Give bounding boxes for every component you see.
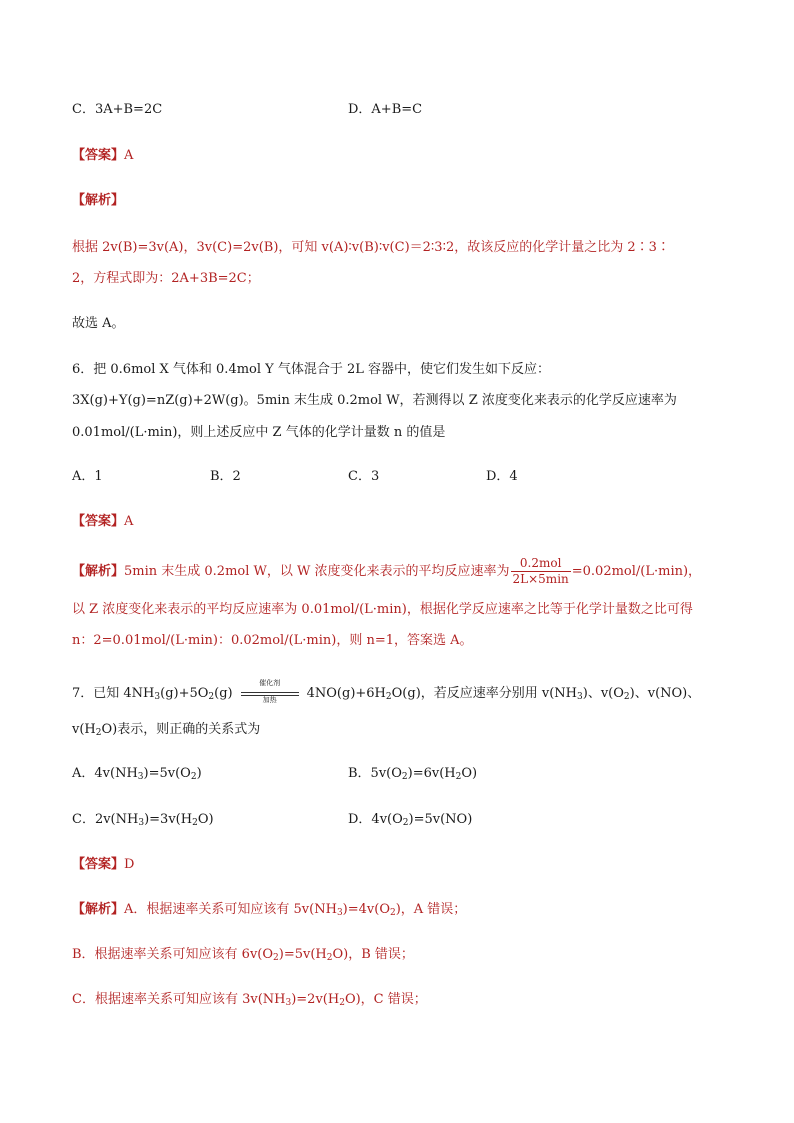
q6-option-c: C．3 [348, 469, 380, 484]
q5-analysis-line-1: 根据 2v(B)=3v(A)，3v(C)=2v(B)，可知 v(A)∶v(B)∶v(C)＝2∶3∶2，故该反应的化学计量之比为 2∶3∶ [72, 240, 670, 255]
q7-option-c: C．$2v(NH_3)=3v(H_2O)$ [72, 812, 214, 828]
q7-analysis-c: C．根据速率关系可知应该有 $3v(NH_3)=2v(H_2O)$，C 错误； [72, 992, 427, 1008]
answer-value: A [124, 514, 134, 529]
q5-option-d: D．A+B=C [348, 102, 423, 117]
q7-stem-line-2: $v(H_2O)$表示，则正确的关系式为 [72, 722, 261, 738]
q7-option-b: B．$5v(O_2)=6v(H_2O)$ [348, 766, 478, 782]
q7-stem-line-1: 7．已知 $4NH_3(g)+5O_2(g)$ 催化剂 加热 $4NO(g)+6H_2O(g)$，若反应速率分别用 $v(NH_3)$、$v(O_2)$、v(NO)、 [72, 678, 701, 704]
q5-conclusion: 故选 A。 [72, 316, 125, 331]
q6-analysis-line-1: 【解析】5min 末生成 0.2mol W，以 W 浓度变化来表示的平均反应速率为 $\frac{\text{0.2mol}}{2L\times 5\min}$ =0.02mol/(L·min)， [72, 556, 702, 586]
answer-value: D [124, 857, 135, 872]
answer-value: A [124, 148, 134, 163]
fraction-denominator: 2L×5min [512, 572, 569, 586]
reversible-reaction-arrow-icon: 催化剂 加热 [237, 685, 303, 703]
q6-analysis-line-2: 以 Z 浓度变化来表示的平均反应速率为 0.01mol/(L·min)，根据化学反应速率之比等于化学计量数之比可得 [72, 602, 693, 617]
q7-answer [72, 856, 134, 874]
q6-stem-line-2: 3X(g)+Y(g)=nZ(g)+2W(g)。5min 末生成 0.2mol W，若测得以 Z 浓度变化来表示的化学反应速率为 [72, 393, 677, 408]
q6-analysis-line-3: n：2=0.01mol/(L·min)：0.02mol/(L·min)，则 n=1，答案选 A。 [72, 633, 473, 648]
q6-option-d: D．4 [486, 469, 518, 484]
q5-answer [72, 147, 133, 165]
q5-option-c: C．3A+B=2C [72, 102, 163, 117]
q7-analysis-b: B．根据速率关系可知应该有 $6v(O_2)=5v(H_2O)$，B 错误； [72, 947, 414, 963]
q5-analysis-tag: 【解析】 [72, 193, 125, 208]
rate-fraction [511, 556, 571, 587]
answer-tag: 【答案】 [72, 148, 125, 163]
fraction-numerator: 0.2mol [511, 556, 571, 572]
q6-option-a: A．1 [72, 469, 103, 484]
q6-option-b: B．2 [210, 469, 241, 484]
q7-option-d: D．$4v(O_2)=5v(NO)$ [348, 812, 473, 828]
q6-answer [72, 513, 133, 531]
answer-tag: 【答案】 [72, 857, 125, 872]
q7-analysis-a: 【解析】A．根据速率关系可知应该有 $5v(NH_3)=4v(O_2)$，A 错误； [72, 902, 467, 918]
q6-stem-line-3: 0.01mol/(L·min)，则上述反应中 Z 气体的化学计量数 n 的值是 [72, 425, 446, 440]
q6-stem-line-1: 6．把 0.6mol X 气体和 0.4mol Y 气体混合于 2L 容器中，使它们发生如下反应： [72, 362, 551, 377]
answer-tag: 【答案】 [72, 514, 125, 529]
q7-option-a: A．$4v(NH_3)=5v(O_2)$ [72, 766, 202, 782]
q5-analysis-line-2: 2，方程式即为：2A+3B=2C； [72, 271, 260, 286]
